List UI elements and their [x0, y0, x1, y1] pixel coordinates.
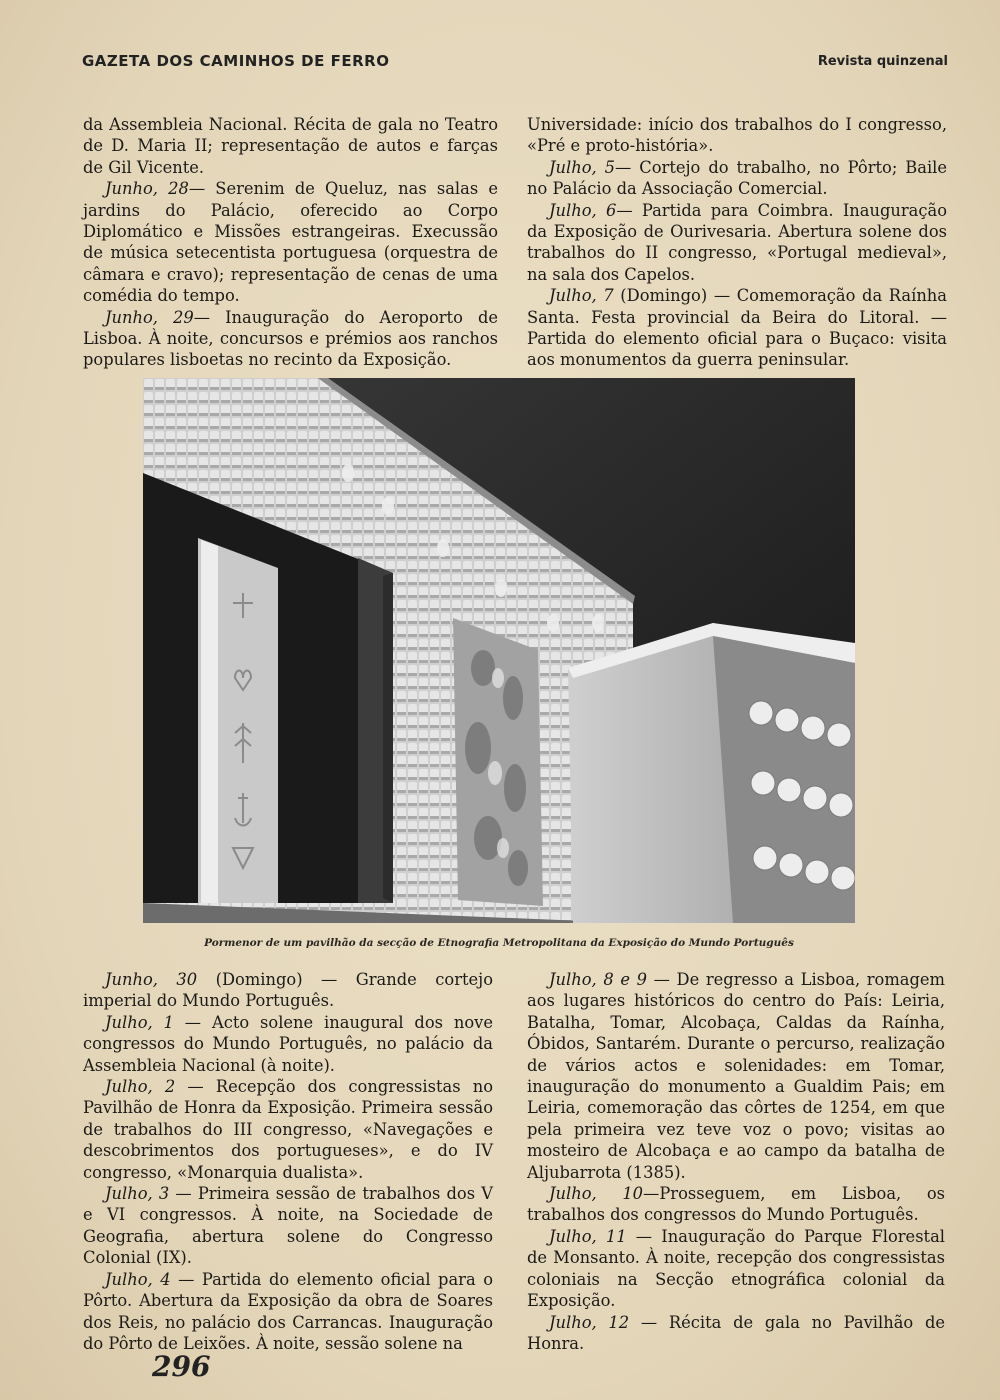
bottom-right-column	[527, 969, 945, 1354]
entry-text: (Domingo) — Comemoração da Raínha Santa. Festa provincial da Beira do Litoral. — Partida do elemento oficial para o Buçaco: visita aos monumentos da guerra peninsular.	[527, 286, 948, 370]
entry-text: da Assembleia Nacional. Récita de gala no Teatro de D. Maria II; representação de autos e farças de Gil Vicente.	[83, 115, 498, 177]
entry-text: Universidade: início dos trabalhos do I congresso, «Pré e proto-história».	[527, 115, 947, 156]
bottom-left-column	[83, 969, 493, 1354]
entry-text: — Partida para Coimbra. Inauguração da Exposição de Ourivesaria. Abertura solene dos trabalhos do II congresso, «Portugal medieval», na sala dos Capelos.	[527, 200, 947, 284]
entry-date: Julho, 12	[549, 1312, 630, 1332]
entry-date: Julho, 8 e 9	[549, 970, 647, 989]
entry-date: Julho, 11	[549, 1226, 627, 1246]
entry-date: Junho, 30	[105, 970, 198, 989]
paragraph	[83, 178, 498, 306]
paragraph	[527, 1183, 945, 1226]
paragraph	[83, 1183, 493, 1269]
paragraph	[527, 200, 947, 286]
paragraph	[527, 114, 947, 157]
paragraph	[83, 969, 493, 1012]
entry-text: — Recepção dos congressistas no Pavilhão de Honra da Exposição. Primeira sessão de trabalhos do III congresso, «Navegações e descobrimentos dos portugueses», e do IV congresso, «Monarquia dualista».	[83, 1077, 494, 1182]
top-left-column	[83, 114, 498, 371]
entry-text: — Serenim de Queluz, nas salas e jardins do Palácio, oferecido ao Corpo Diplomático e Missões estrangeiras. Execussão de música setecentista portuguesa (orquestra de câmara e cravo); representação de cenas de uma comédia do tempo.	[83, 179, 498, 306]
paragraph	[83, 307, 498, 371]
entry-date: Julho, 5	[549, 157, 616, 177]
entry-text: — Acto solene inaugural dos nove congressos do Mundo Português, no palácio da Assembleia Nacional (à noite).	[83, 1012, 493, 1075]
entry-text: — Inauguração do Aeroporto de Lisboa. À noite, concursos e prémios aos ranchos populares lisboetas no recinto da Exposição.	[83, 307, 499, 370]
paragraph	[527, 157, 947, 200]
entry-date: Junho, 29	[105, 307, 194, 327]
entry-date: Julho, 1	[105, 1012, 174, 1032]
paragraph	[83, 1076, 493, 1183]
journal-title: GAZETA DOS CAMINHOS DE FERRO	[82, 52, 390, 70]
paragraph	[83, 1269, 493, 1355]
journal-subtitle: Revista quinzenal	[817, 54, 948, 69]
running-header	[82, 52, 948, 78]
paragraph	[527, 969, 945, 1183]
paragraph	[527, 285, 947, 371]
entry-date: Julho, 7	[549, 286, 614, 306]
entry-text: — Partida do elemento oficial para o Pôrto. Abertura da Exposição da obra de Soares dos Reis, no palácio dos Carrancas. Inauguração do Pôrto de Leixões. À noite, sessão solene na	[83, 1269, 493, 1353]
paragraph	[527, 1226, 945, 1312]
paragraph	[83, 1012, 493, 1076]
entry-text: — De regresso a Lisboa, romagem aos lugares históricos do centro do País: Leiria, Batalha, Tomar, Alcobaça, Caldas da Raínha, Óbidos, Santarém. Durante o percurso, realização de vários actos e solenidades: em Tomar, inauguração do monumento a Gualdim Pais; em Leiria, comemoração das côrtes de 1254, em que pela primeira vez teve voz o povo; visitas ao mosteiro de Alcobaça e ao campo da batalha de Aljubarrota (1385).	[527, 970, 945, 1182]
entry-date: Julho, 4	[105, 1269, 171, 1289]
paragraph	[83, 114, 498, 178]
pavilion-photo	[143, 378, 855, 923]
entry-text: — Cortejo do trabalho, no Pôrto; Baile no Palácio da Associação Comercial.	[527, 157, 948, 199]
entry-date: Julho, 6	[549, 200, 617, 220]
page-number: 296	[152, 1350, 211, 1383]
entry-text: —Prosseguem, em Lisboa, os trabalhos dos congressos do Mundo Português.	[527, 1184, 946, 1225]
entry-text: — Récita de gala no Pavilhão de Honra.	[527, 1312, 945, 1353]
entry-text: — Inauguração do Parque Florestal de Monsanto. À noite, recepção dos congressistas coloniais na Secção etnográfica colonial da Exposição.	[527, 1226, 946, 1311]
paragraph	[527, 1312, 945, 1355]
entry-text: — Primeira sessão de trabalhos dos V e VI congressos. À noite, na Sociedade de Geografia, abertura solene do Congresso Colonial (IX).	[83, 1184, 494, 1268]
top-right-column	[527, 114, 947, 371]
photo-caption: Pormenor de um pavilhão da secção de Etnografia Metropolitana da Exposição do Mundo Português	[204, 937, 794, 949]
entry-date: Julho, 2	[105, 1077, 176, 1097]
entry-date: Julho, 3	[105, 1184, 170, 1204]
entry-date: Junho, 28	[105, 179, 189, 199]
entry-date: Julho, 10	[549, 1184, 644, 1204]
entry-text: (Domingo) — Grande cortejo imperial do Mundo Português.	[83, 970, 493, 1011]
